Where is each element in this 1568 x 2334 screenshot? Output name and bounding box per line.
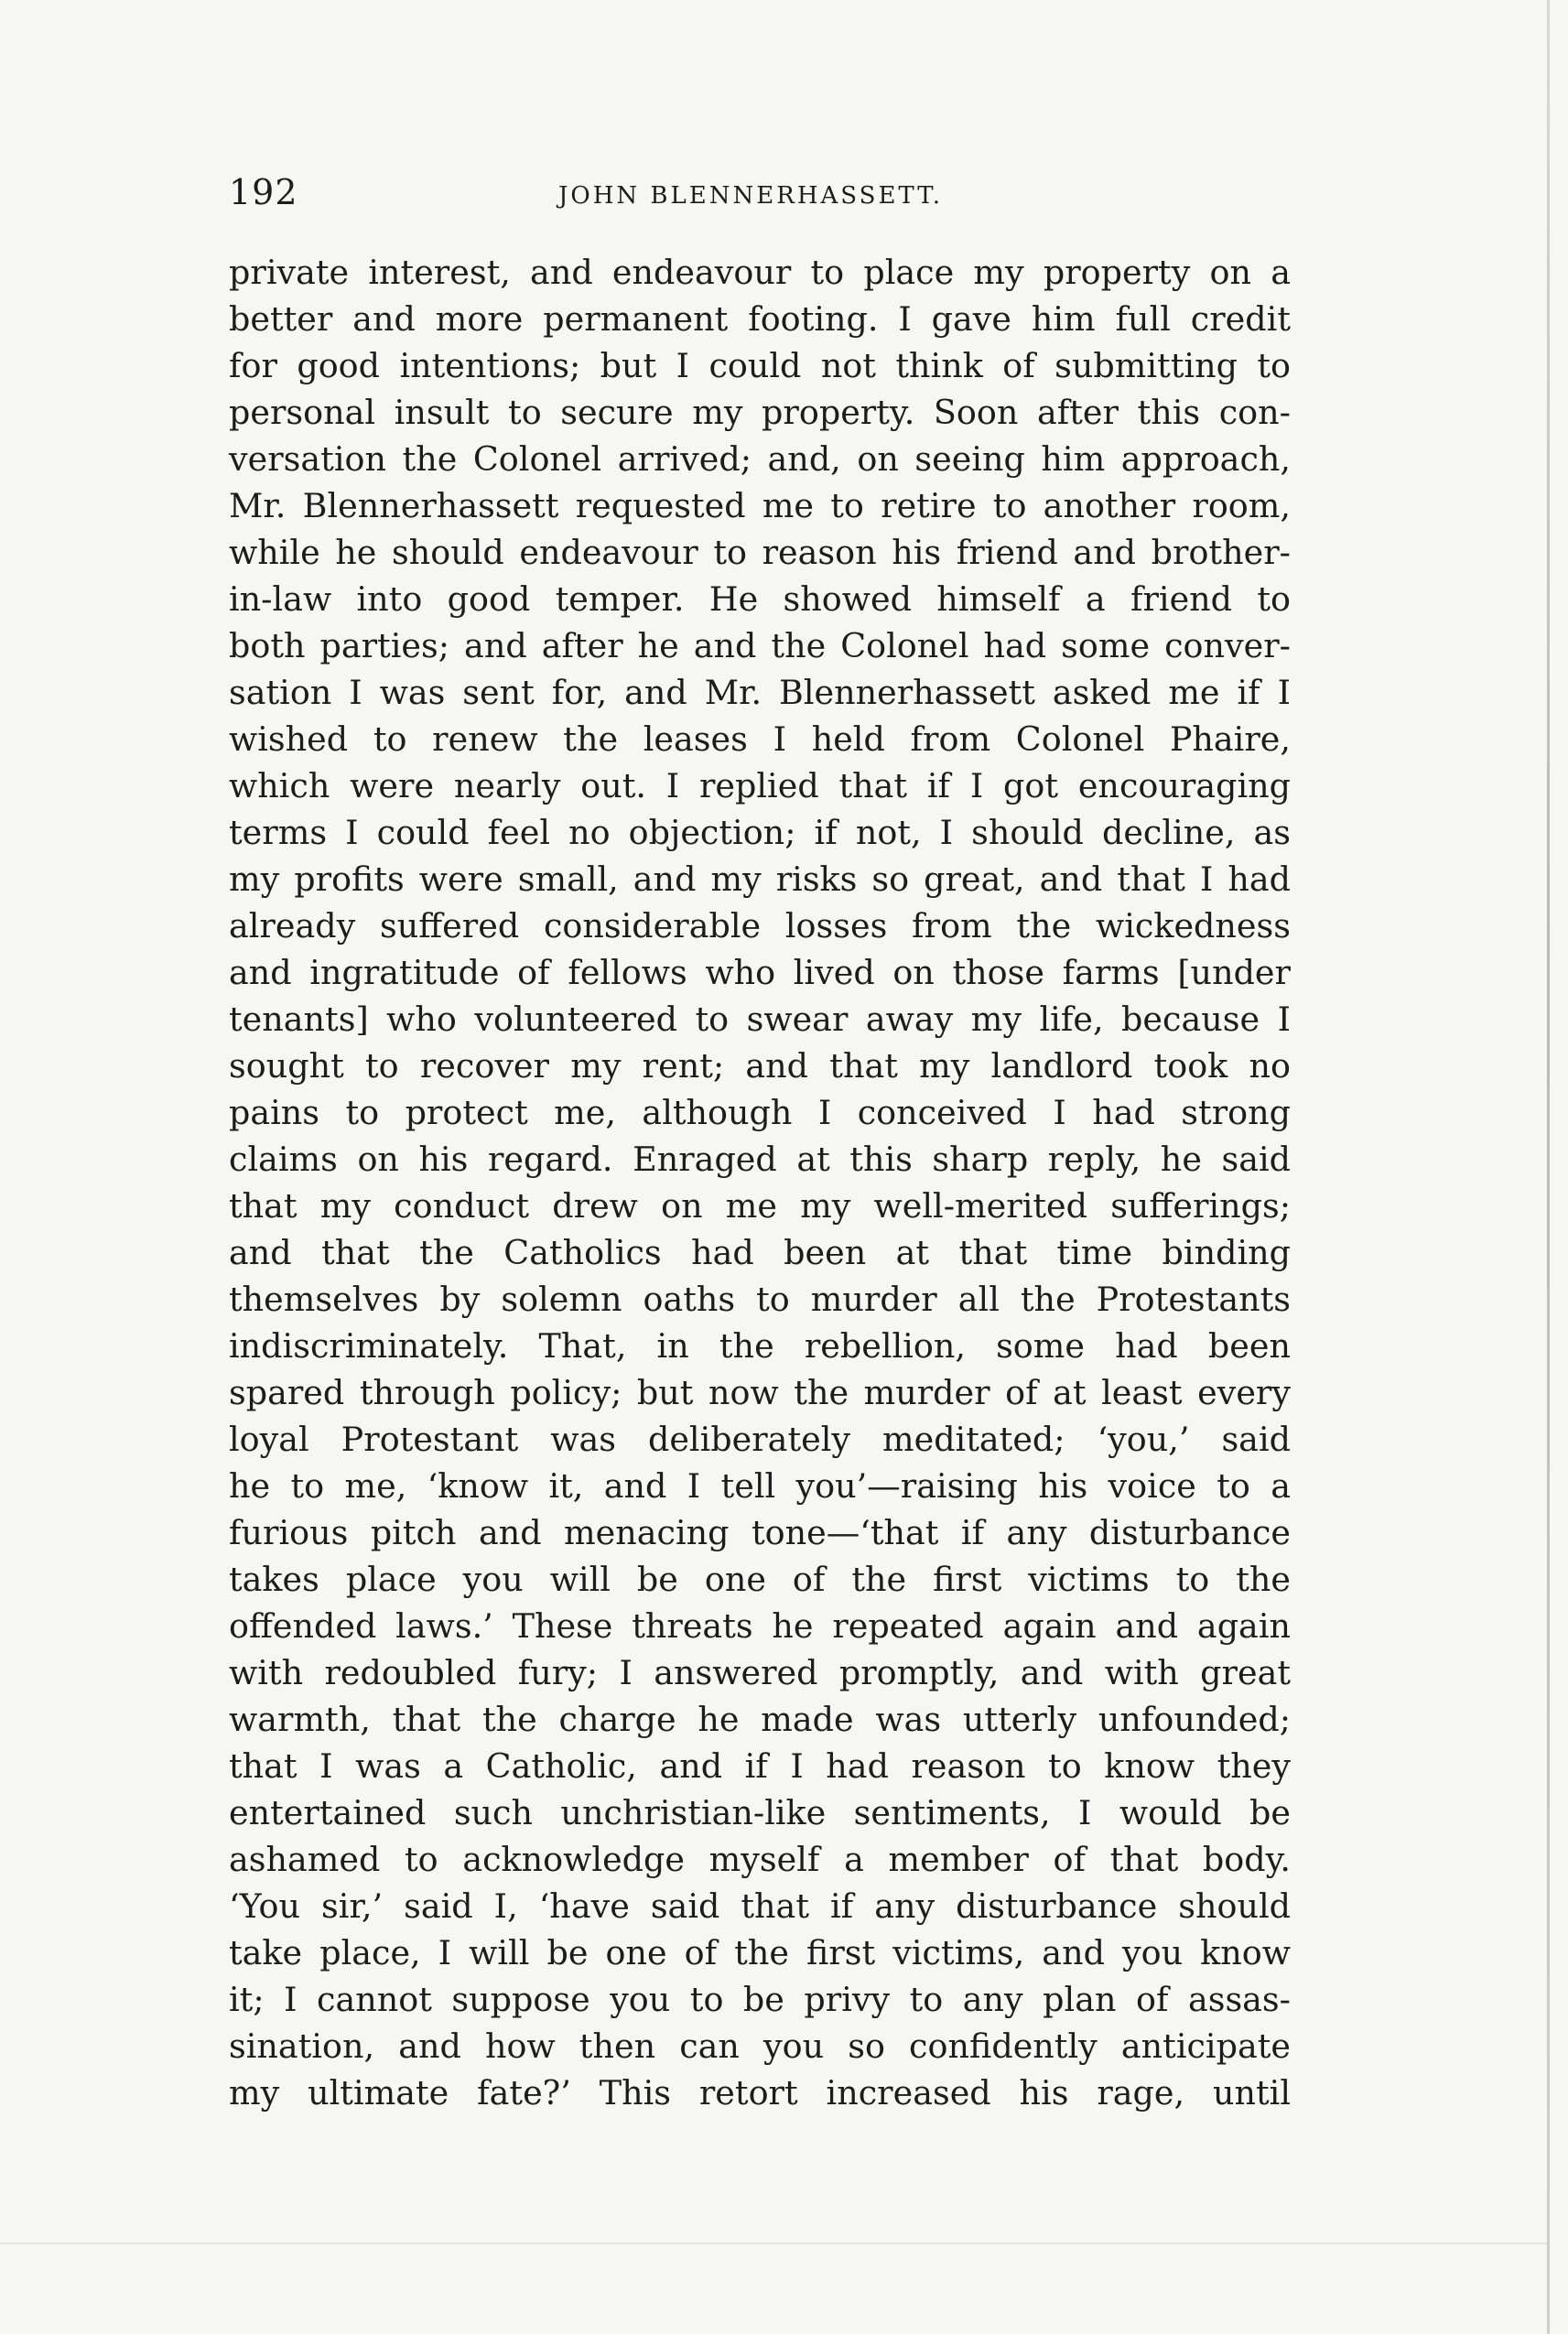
text-line: take place, I will be one of the first victims, and you know [229, 1933, 1291, 1972]
text-line: better and more permanent footing. I gave him full credit [229, 299, 1291, 339]
text-line: claims on his regard. Enraged at this sharp reply, he said [229, 1140, 1291, 1179]
text-line: sought to recover my rent; and that my landlord took no [229, 1046, 1291, 1086]
text-line: entertained such unchristian-like sentiments, I would be [229, 1793, 1291, 1832]
text-line: and that the Catholics had been at that time binding [229, 1233, 1291, 1272]
text-line: takes place you will be one of the first victims to the [229, 1560, 1291, 1599]
text-line: for good intentions; but I could not think of submitting to [229, 346, 1291, 385]
text-line: that I was a Catholic, and if I had reason to know they [229, 1746, 1291, 1786]
text-line: with redoubled fury; I answered promptly, and with great [229, 1653, 1291, 1692]
text-line: he to me, ‘know it, and I tell you’—raising his voice to a [229, 1466, 1291, 1506]
text-line: themselves by solemn oaths to murder all the Protestants [229, 1280, 1291, 1319]
text-line: my profits were small, and my risks so great, and that I had [229, 859, 1291, 899]
text-line: personal insult to secure my property. Soon after this con- [229, 393, 1291, 432]
text-line: which were nearly out. I replied that if I got encouraging [229, 766, 1291, 805]
text-line: while he should endeavour to reason his friend and brother- [229, 533, 1291, 572]
text-line: both parties; and after he and the Colonel had some conver- [229, 626, 1291, 665]
body-text [229, 249, 1291, 2116]
text-line: wished to renew the leases I held from Colonel Phaire, [229, 719, 1291, 759]
page-edge-bottom [0, 2242, 1547, 2244]
text-line: sination, and how then can you so confidently anticipate [229, 2026, 1291, 2066]
text-line: my ultimate fate?’ This retort increased his rage, until [229, 2073, 1291, 2112]
text-line: in-law into good temper. He showed himself a friend to [229, 579, 1291, 619]
text-line: pains to protect me, although I conceived I had strong [229, 1093, 1291, 1132]
text-line: versation the Colonel arrived; and, on seeing him approach, [229, 439, 1291, 479]
text-line: sation I was sent for, and Mr. Blennerhassett asked me if I [229, 673, 1291, 712]
text-line: already suffered considerable losses from the wickedness [229, 906, 1291, 945]
text-line: Mr. Blennerhassett requested me to retire to another room, [229, 486, 1291, 525]
text-line: that my conduct drew on me my well-merited sufferings; [229, 1186, 1291, 1226]
text-line: ‘You sir,’ said I, ‘have said that if any disturbance should [229, 1886, 1291, 1926]
text-line: offended laws.’ These threats he repeated again and again [229, 1606, 1291, 1646]
text-line: spared through policy; but now the murder of at least every [229, 1373, 1291, 1412]
running-title: JOHN BLENNERHASSETT. [558, 182, 944, 210]
page-number: 192 [229, 172, 298, 212]
text-line: warmth, that the charge he made was utterly unfounded; [229, 1700, 1291, 1739]
text-line: private interest, and endeavour to place my property on a [229, 253, 1291, 292]
running-head [229, 165, 1295, 220]
text-line: terms I could feel no objection; if not, I should decline, as [229, 813, 1291, 852]
text-line: it; I cannot suppose you to be privy to any plan of assas- [229, 1980, 1291, 2019]
text-line: furious pitch and menacing tone—‘that if any disturbance [229, 1513, 1291, 1552]
text-line: and ingratitude of fellows who lived on those farms [under [229, 953, 1291, 992]
text-line: loyal Protestant was deliberately meditated; ‘you,’ said [229, 1420, 1291, 1459]
text-line: indiscriminately. That, in the rebellion, some had been [229, 1326, 1291, 1366]
page-edge-right [1547, 0, 1550, 2334]
text-line: tenants] who volunteered to swear away my life, because I [229, 1000, 1291, 1039]
text-line: ashamed to acknowledge myself a member of that body. [229, 1840, 1291, 1879]
